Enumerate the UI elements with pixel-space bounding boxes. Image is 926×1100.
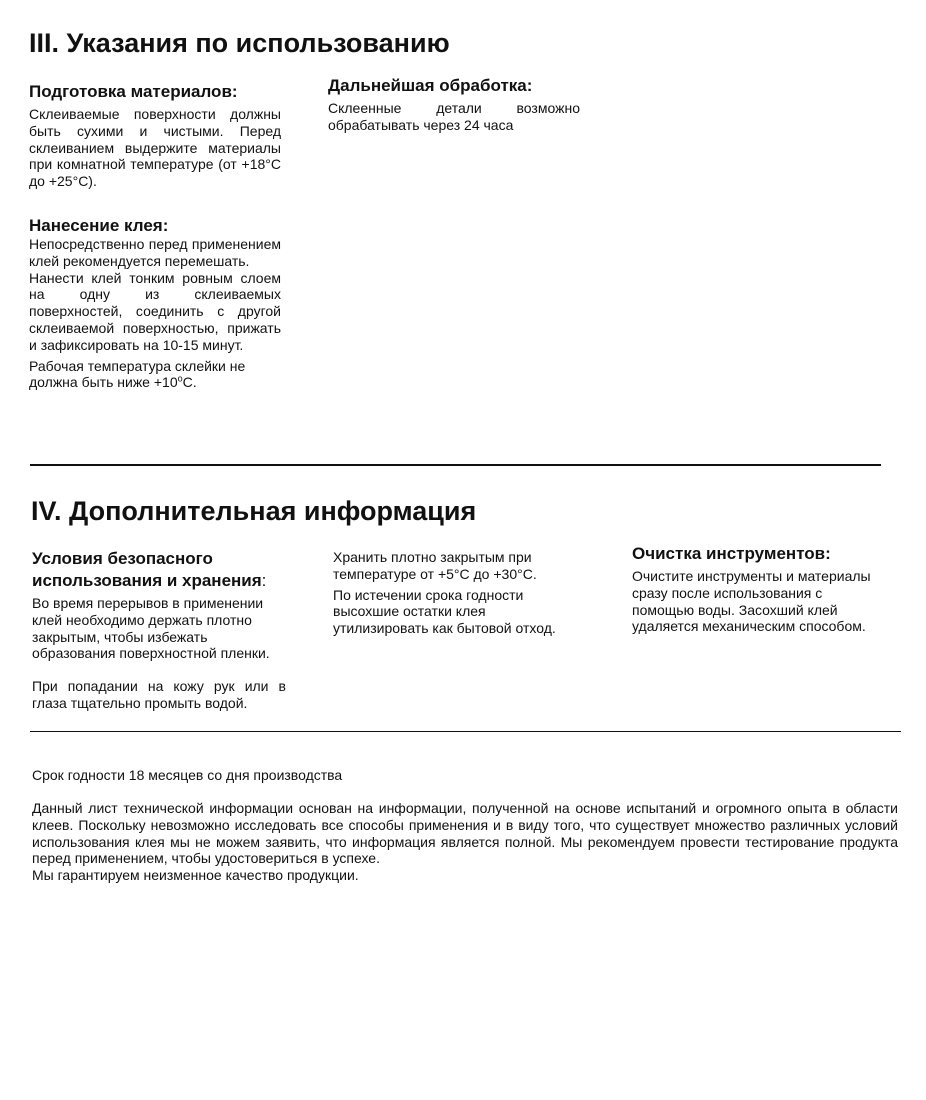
storage-text-2: По истечении срока годности высохшие остатки клея утилизировать как бытовой отход. bbox=[333, 586, 556, 637]
post-heading: Дальнейшая обработка: bbox=[328, 76, 533, 95]
degree-superscript: o bbox=[177, 373, 183, 384]
storage-text-1: Хранить плотно закрытым при температуре от +5°C до +30°C. bbox=[333, 549, 537, 582]
storage-block bbox=[333, 549, 578, 637]
safety-heading bbox=[32, 548, 286, 592]
apply-text-3-main: Рабочая температура склейки не должна быть ниже +10 bbox=[29, 357, 246, 391]
section4-title: IV. Дополнительная информация bbox=[31, 496, 477, 526]
apply-text-2: Нанести клей тонким ровным слоем на одну из склеиваемых поверхностей, соединить с другой склеиваемой поверхностью, прижать и зафиксировать на 10-15 минут. bbox=[29, 269, 281, 353]
safety-text-2: При попадании на кожу рук или в глаза тщательно промыть водой. bbox=[32, 678, 286, 711]
prep-block bbox=[29, 82, 281, 190]
apply-text-3 bbox=[29, 358, 281, 392]
cleaning-text: Очистите инструменты и материалы сразу после использования с помощью воды. Засохший клей удаляется механическим способом. bbox=[632, 568, 871, 635]
apply-text-1: Непосредственно перед применением клей рекомендуется перемешать. bbox=[29, 236, 281, 269]
section-divider bbox=[30, 464, 881, 466]
guarantee-text: Мы гарантируем неизменное качество продукции. bbox=[32, 867, 359, 884]
apply-block bbox=[29, 216, 281, 391]
safety-text-1: Во время перерывов в применении клей необходимо держать плотно закрытым, чтобы избежать образования поверхностной пленки. bbox=[32, 595, 270, 662]
shelf-life: Срок годности 18 месяцев со дня производства bbox=[32, 767, 343, 783]
post-block bbox=[328, 76, 580, 134]
cleaning-block bbox=[632, 544, 884, 635]
disclaimer-text: Данный лист технической информации основан на информации, полученной на основе испытаний и огромного опыта в области клеев. Поскольку невозможно исследовать все способы применения и в виду того, что существует множество различных условий использования клея мы не можем заявить, что информация является полной. Мы рекомендуем провести тестирование продукта перед применением, чтобы удостовериться в успехе. bbox=[32, 800, 898, 867]
prep-text: Склеиваемые поверхности должны быть сухими и чистыми. Перед склеиванием выдержите материалы при комнатной температуре (от +18°C до +25°C). bbox=[29, 106, 281, 190]
safety-heading-colon: : bbox=[261, 571, 267, 590]
prep-heading: Подготовка материалов: bbox=[29, 82, 238, 101]
section3-title: III. Указания по использованию bbox=[29, 28, 450, 58]
safety-heading-text: Условия безопасного использования и хранения bbox=[32, 549, 262, 590]
apply-heading: Нанесение клея: bbox=[29, 216, 169, 235]
cleaning-heading: Очистка инструментов: bbox=[632, 544, 831, 563]
post-text: Склеенные детали возможно обрабатывать через 24 часа bbox=[328, 100, 580, 133]
footer-divider bbox=[30, 731, 901, 732]
apply-text-3-unit: C. bbox=[182, 374, 197, 391]
safety-block bbox=[32, 548, 286, 712]
disclaimer-block bbox=[32, 800, 898, 884]
